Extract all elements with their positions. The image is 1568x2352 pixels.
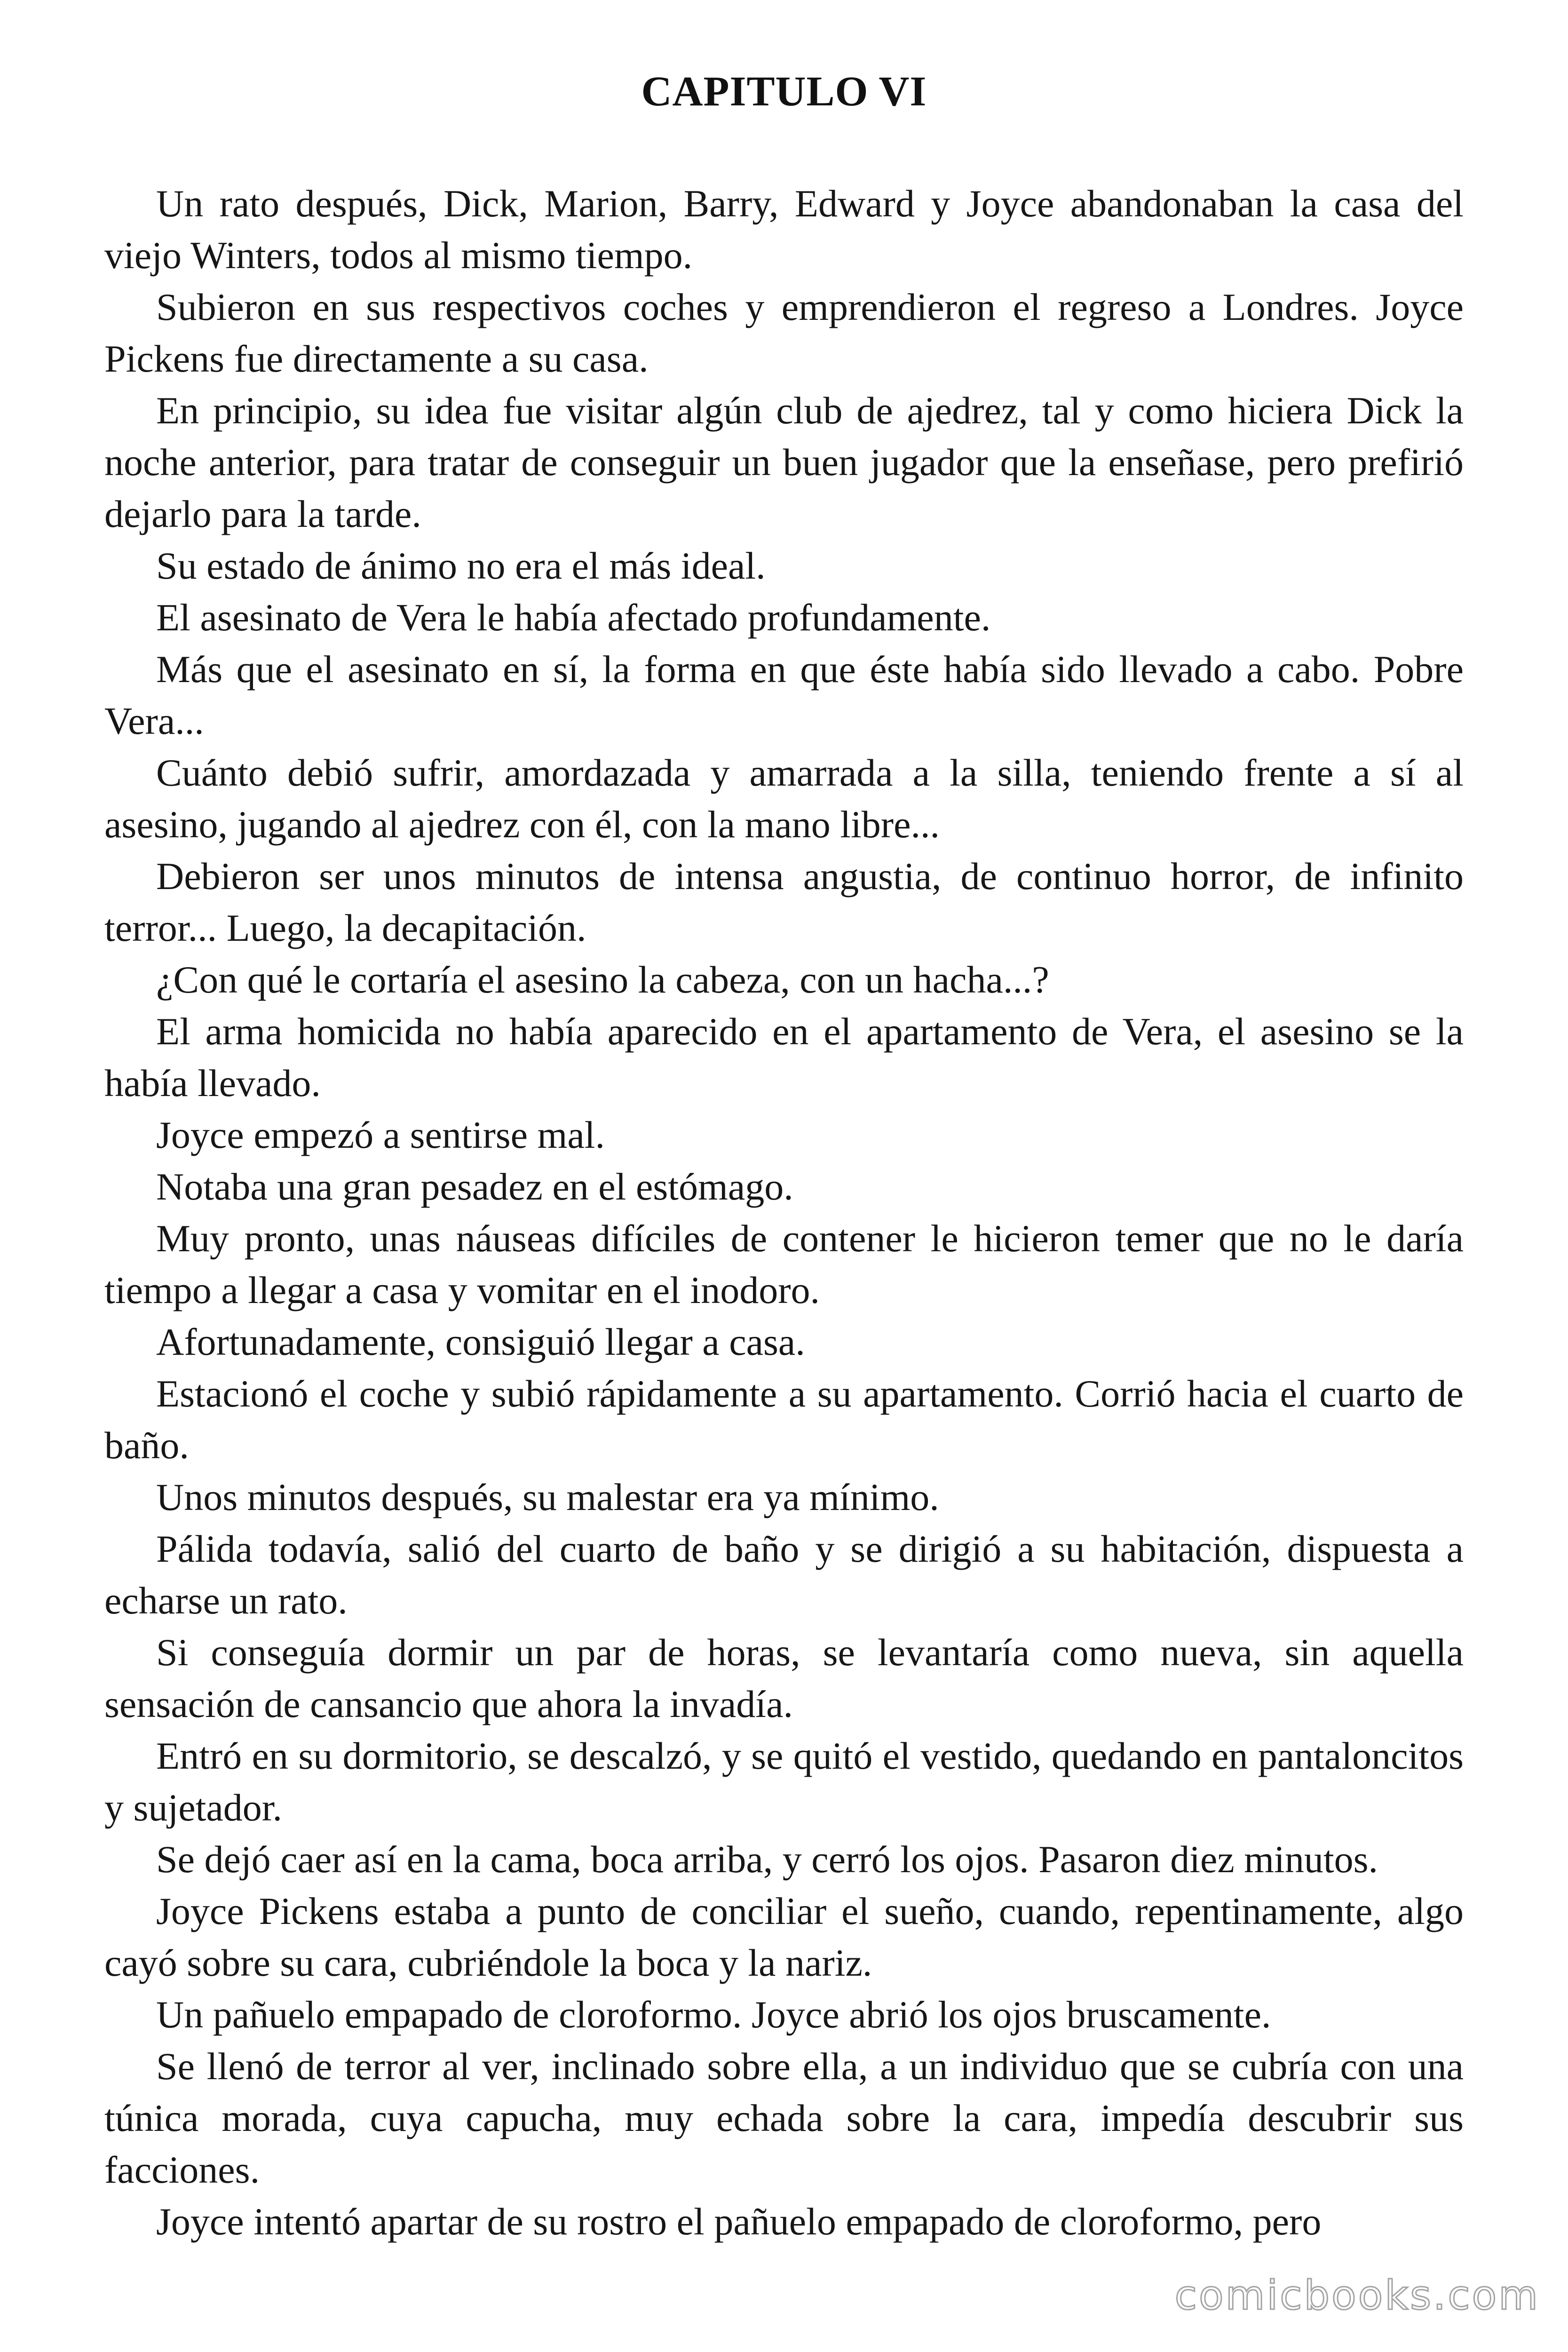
paragraph: Notaba una gran pesadez en el estómago.: [156, 1165, 793, 1208]
paragraph: Un pañuelo empapado de cloroformo. Joyce abrió los ojos bruscamente.: [156, 1993, 1271, 2036]
paragraph: Un rato después, Dick, Marion, Barry, Edward y Joyce abandonaban la casa del viejo Winters, todos al mismo tiempo.: [104, 182, 1464, 277]
paragraph: ¿Con qué le cortaría el asesino la cabeza, con un hacha...?: [156, 958, 1049, 1001]
paragraph: Estacionó el coche y subió rápidamente a su apartamento. Corrió hacia el cuarto de baño.: [104, 1372, 1464, 1467]
paragraph: Más que el asesinato en sí, la forma en que éste había sido llevado a cabo. Pobre Vera...: [104, 648, 1464, 742]
paragraph: Muy pronto, unas náuseas difíciles de contener le hicieron temer que no le daría tiempo a llegar a casa y vomitar en el inodoro.: [104, 1217, 1464, 1311]
paragraph: Se llenó de terror al ver, inclinado sobre ella, a un individuo que se cubría con una túnica morada, cuya capucha, muy echada sobre la cara, impedía descubrir sus facciones.: [104, 2045, 1464, 2191]
chapter-title: CAPITULO VI: [641, 68, 927, 115]
paragraph: Cuánto debió sufrir, amordazada y amarrada a la silla, teniendo frente a sí al asesino, jugando al ajedrez con él, con la mano libre...: [104, 751, 1464, 846]
watermark: comicbooks.com: [1174, 2272, 1540, 2319]
paragraph: Su estado de ánimo no era el más ideal.: [156, 544, 766, 587]
paragraph: Debieron ser unos minutos de intensa angustia, de continuo horror, de infinito terror... Luego, la decapitación.: [104, 855, 1464, 949]
paragraph: Afortunadamente, consiguió llegar a casa.: [156, 1320, 805, 1363]
paragraph: Si conseguía dormir un par de horas, se levantaría como nueva, sin aquella sensación de cansancio que ahora la invadía.: [104, 1631, 1464, 1725]
paragraph: El arma homicida no había aparecido en el apartamento de Vera, el asesino se la había llevado.: [104, 1010, 1464, 1104]
paragraph: Entró en su dormitorio, se descalzó, y se quitó el vestido, quedando en pantaloncitos y sujetador.: [104, 1734, 1464, 1829]
paragraph: Joyce intentó apartar de su rostro el pañuelo empapado de cloroformo, pero: [156, 2200, 1322, 2243]
paragraph: En principio, su idea fue visitar algún club de ajedrez, tal y como hiciera Dick la noche anterior, para tratar de conseguir un buen jugador que la enseñase, pero prefirió dejarlo para la tarde.: [104, 389, 1464, 535]
paragraph: Subieron en sus respectivos coches y emprendieron el regreso a Londres. Joyce Pickens fue directamente a su casa.: [104, 286, 1464, 380]
paragraph: Joyce empezó a sentirse mal.: [156, 1113, 605, 1156]
chapter-text: [104, 178, 1464, 2323]
paragraph: El asesinato de Vera le había afectado profundamente.: [156, 596, 991, 639]
paragraph: Se dejó caer así en la cama, boca arriba, y cerró los ojos. Pasaron diez minutos.: [156, 1838, 1378, 1881]
paragraph: Pálida todavía, salió del cuarto de baño y se dirigió a su habitación, dispuesta a echarse un rato.: [104, 1527, 1464, 1622]
paragraph: Joyce Pickens estaba a punto de conciliar el sueño, cuando, repentinamente, algo cayó sobre su cara, cubriéndole la boca y la nariz.: [104, 1890, 1464, 1984]
paragraph: Unos minutos después, su malestar era ya mínimo.: [156, 1476, 939, 1518]
